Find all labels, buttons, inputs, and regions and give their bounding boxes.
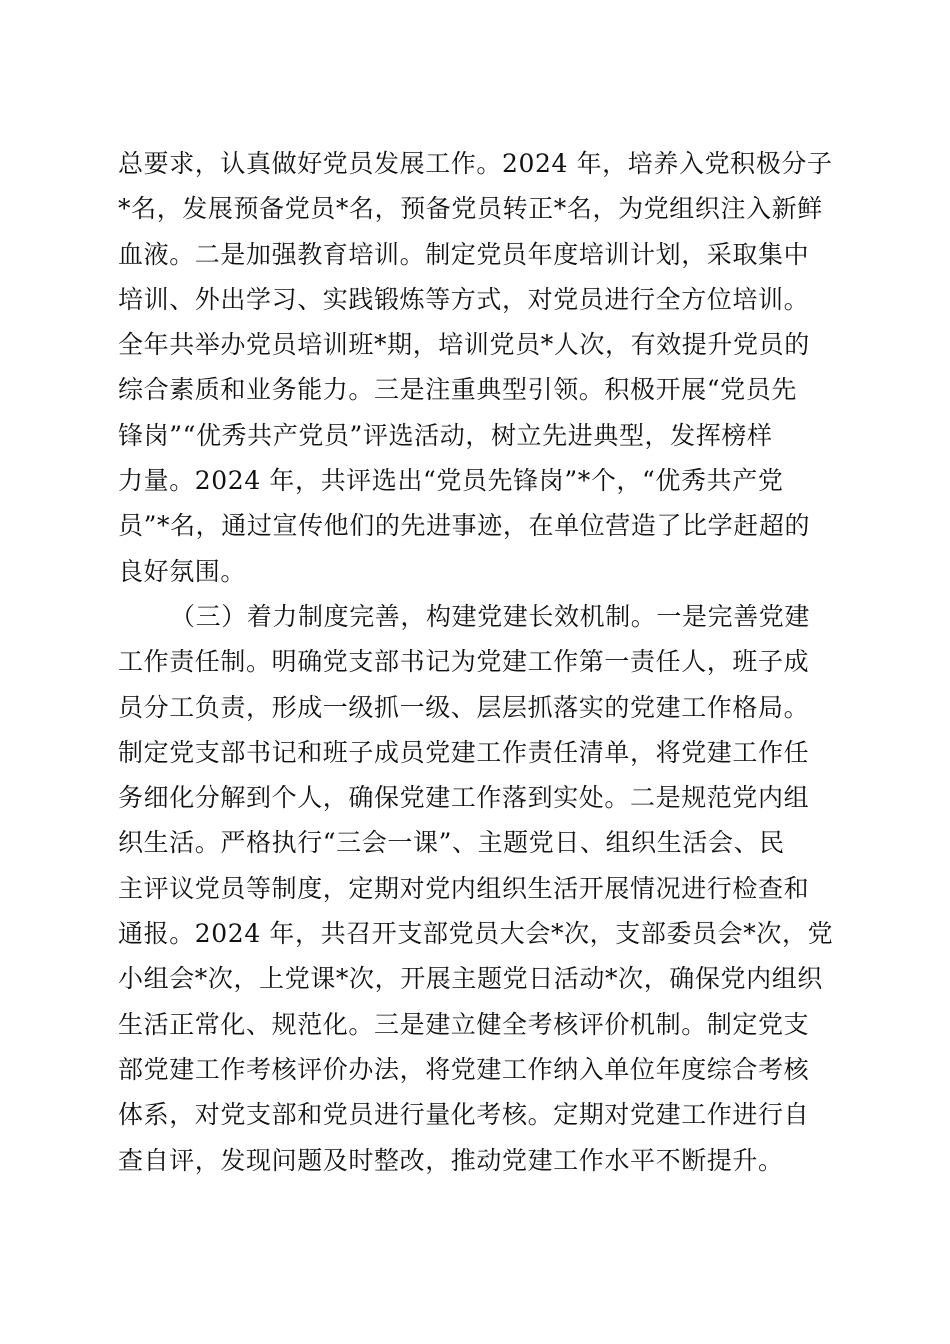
text-line: 体系，对党支部和党员进行量化考核。定期对党建工作进行自 [118, 1100, 810, 1130]
text-line: 力量。2024 年，共评选出“党员先锋岗”*个，“优秀共产党 [118, 466, 784, 496]
text-line: 综合素质和业务能力。三是注重典型引领。积极开展“党员先 [118, 375, 797, 405]
text-line: 员分工负责，形成一级抓一级、层层抓落实的党建工作格局。 [118, 692, 810, 722]
text-line: 良好氛围。 [118, 556, 247, 586]
document-body [118, 141, 834, 1183]
text-line: 务细化分解到个人，确保党建工作落到实处。二是规范党内组 [118, 783, 810, 813]
text-line: 工作责任制。明确党支部书记为党建工作第一责任人，班子成 [118, 647, 810, 677]
paragraph-section-three [118, 594, 834, 1183]
text-line: 员”*名，通过宣传他们的先进事迹，在单位营造了比学赶超的 [118, 511, 811, 541]
text-line: 织生活。严格执行“三会一课”、主题党日、组织生活会、民 [118, 828, 785, 858]
text-line: 小组会*次，上党课*次，开展主题党日活动*次，确保党内组织 [118, 964, 823, 994]
text-line: 血液。二是加强教育培训。制定党员年度培训计划，采取集中 [118, 239, 810, 269]
text-line: 生活正常化、规范化。三是建立健全考核评价机制。制定党支 [118, 1009, 810, 1039]
text-line: 主评议党员等制度，定期对党内组织生活开展情况进行检查和 [118, 873, 810, 903]
text-line: 部党建工作考核评价办法，将党建工作纳入单位年度综合考核 [118, 1054, 810, 1084]
paragraph-continuation [118, 141, 833, 594]
section-heading-line: （三）着力制度完善，构建党建长效机制。一是完善党建 [170, 601, 811, 631]
text-line: 制定党支部书记和班子成员党建工作责任清单，将党建工作任 [118, 737, 810, 767]
text-line: *名，发展预备党员*名，预备党员转正*名，为党组织注入新鲜 [118, 194, 823, 224]
text-line: 全年共举办党员培训班*期，培训党员*人次，有效提升党员的 [118, 330, 810, 360]
text-line: 总要求，认真做好党员发展工作。2024 年，培养入党积极分子 [118, 149, 833, 178]
text-line: 锋岗”“优秀共产党员”评选活动，树立先进典型，发挥榜样 [118, 420, 773, 450]
text-line: 通报。2024 年，共召开支部党员大会*次，支部委员会*次，党 [118, 919, 834, 949]
text-line: 培训、外出学习、实践锻炼等方式，对党员进行全方位培训。 [118, 284, 810, 314]
text-line: 查自评，发现问题及时整改，推动党建工作水平不断提升。 [118, 1145, 784, 1175]
